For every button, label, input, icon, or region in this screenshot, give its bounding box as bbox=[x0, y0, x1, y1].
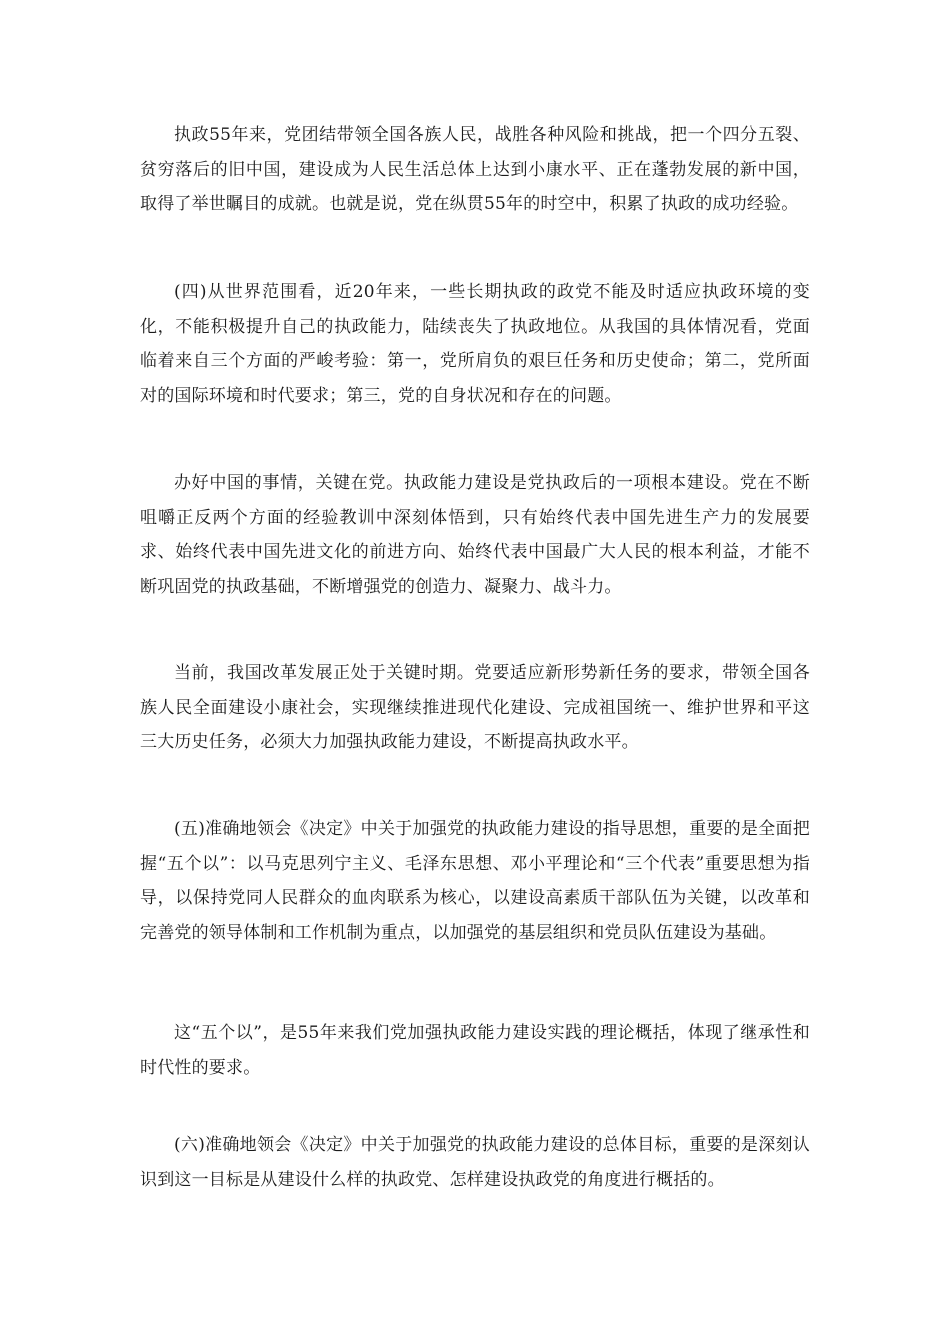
paragraph-7: (六)准确地领会《决定》中关于加强党的执政能力建设的总体目标，重要的是深刻认识到这一目标是从建设什么样的执政党、怎样建设执政党的角度进行概括的。 bbox=[140, 1135, 810, 1190]
paragraph-4: 当前，我国改革发展正处于关键时期。党要适应新形势新任务的要求，带领全国各族人民全面建设小康社会，实现继续推进现代化建设、完成祖国统一、维护世界和平这三大历史任务，必须大力加强执政能力建设，不断提高执政水平。 bbox=[140, 663, 810, 752]
paragraph-3: 办好中国的事情，关键在党。执政能力建设是党执政后的一项根本建设。党在不断咀嚼正反两个方面的经验教训中深刻体悟到，只有始终代表中国先进生产力的发展要求、始终代表中国先进文化的前进方向、始终代表中国最广大人民的根本利益，才能不断巩固党的执政基础，不断增强党的创造力、凝聚力、战斗力。 bbox=[140, 473, 810, 597]
paragraph-2: (四)从世界范围看，近20年来，一些长期执政的政党不能及时适应执政环境的变化，不能积极提升自己的执政能力，陆续丧失了执政地位。从我国的具体情况看，党面临着来自三个方面的严峻考验：第一，党所肩负的艰巨任务和历史使命；第二，党所面对的国际环境和时代要求；第三，党的自身状况和存在的问题。 bbox=[140, 282, 810, 406]
paragraph-1: 执政55年来，党团结带领全国各族人民，战胜各种风险和挑战，把一个四分五裂、贫穷落后的旧中国，建设成为人民生活总体上达到小康水平、正在蓬勃发展的新中国，取得了举世瞩目的成就。也就是说，党在纵贯55年的时空中，积累了执政的成功经验。 bbox=[140, 125, 810, 214]
paragraph-5: (五)准确地领会《决定》中关于加强党的执政能力建设的指导思想，重要的是全面把握“五个以”：以马克思列宁主义、毛泽东思想、邓小平理论和“三个代表”重要思想为指导，以保持党同人民群众的血肉联系为核心，以建设高素质干部队伍为关键，以改革和完善党的领导体制和工作机制为重点，以加强党的基层组织和党员队伍建设为基础。 bbox=[140, 819, 810, 943]
paragraph-6: 这“五个以”，是55年来我们党加强执政能力建设实践的理论概括，体现了继承性和时代性的要求。 bbox=[140, 1023, 810, 1078]
